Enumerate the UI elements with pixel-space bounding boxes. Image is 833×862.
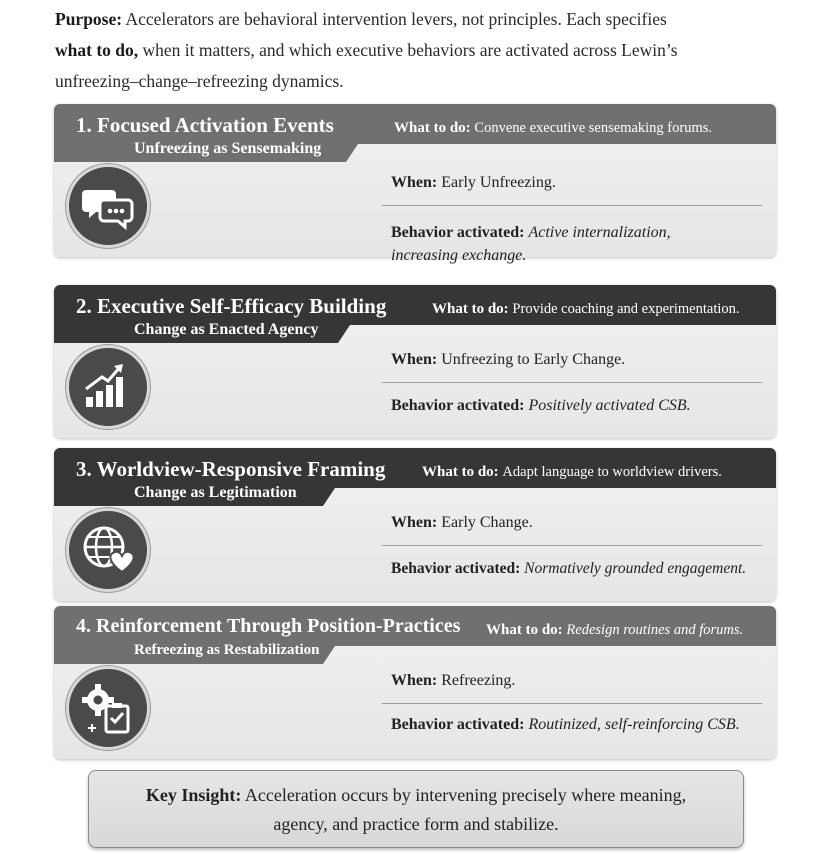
card-title: 1. Focused Activation Events: [76, 113, 334, 137]
insight-text-2: agency, and practice form and stabilize.: [273, 814, 559, 834]
card-subtitle: Change as Enacted Agency: [134, 321, 319, 338]
card-title: 2. Executive Self-Efficacy Building: [76, 294, 387, 318]
what-value: Adapt language to worldview drivers.: [502, 464, 722, 480]
when-label: When:: [391, 351, 438, 368]
globe-heart-icon: [66, 508, 150, 592]
insight-label: Key Insight:: [145, 785, 242, 805]
what-value: Provide coaching and experimentation.: [512, 301, 740, 317]
purpose-text-2: when it matters, and which executive behaviors are activated across Lewin’s: [138, 40, 678, 60]
chat-bubbles-icon: [66, 164, 150, 248]
card-title: 3. Worldview-Responsive Framing: [76, 457, 386, 481]
when-label: When:: [391, 174, 438, 191]
divider: [382, 545, 762, 546]
what-to-do: [486, 622, 743, 639]
behavior-label: Behavior activated:: [391, 224, 525, 241]
divider: [382, 382, 762, 383]
card-subtitle: Change as Legitimation: [134, 484, 297, 501]
behavior-row: [391, 397, 691, 415]
behavior-value: Active internalization, increasing exchange.: [391, 224, 671, 264]
insight-text: Acceleration occurs by intervening precisely where meaning,: [241, 785, 687, 805]
what-label: What to do:: [486, 622, 563, 638]
accelerator-card-3: [54, 448, 776, 601]
accelerator-card-2: [54, 285, 776, 438]
purpose-bold-what-to-do: what to do,: [55, 40, 139, 60]
behavior-label: Behavior activated:: [391, 716, 525, 733]
divider: [382, 703, 762, 704]
when-label: When:: [391, 514, 438, 531]
growth-chart-icon: [66, 345, 150, 429]
when-row: [391, 514, 533, 532]
what-to-do: [394, 120, 712, 137]
card-subtitle: Unfreezing as Sensemaking: [134, 140, 322, 157]
purpose-paragraph: [55, 4, 775, 97]
gear-checklist-icon: [66, 666, 150, 750]
behavior-label: Behavior activated:: [391, 560, 521, 577]
when-row: [391, 672, 515, 690]
when-value: Early Change.: [441, 514, 533, 531]
purpose-text-1: Accelerators are behavioral intervention levers, not principles. Each specifies: [122, 9, 667, 29]
key-insight-box: [88, 770, 744, 848]
behavior-value: Normatively grounded engagement.: [524, 560, 747, 577]
when-value: Unfreezing to Early Change.: [441, 351, 626, 368]
accelerator-card-4: [54, 606, 776, 759]
behavior-row: [391, 221, 731, 267]
when-value: Refreezing.: [441, 672, 516, 689]
what-value: Convene executive sensemaking forums.: [474, 120, 712, 136]
behavior-value: Positively activated CSB.: [528, 397, 691, 414]
behavior-row: [391, 560, 746, 578]
behavior-label: Behavior activated:: [391, 397, 525, 414]
divider: [382, 205, 762, 206]
behavior-row: [391, 716, 740, 734]
accelerator-card-1: [54, 104, 776, 264]
when-row: [391, 351, 625, 369]
card-subtitle: Refreezing as Restabilization: [134, 642, 320, 658]
what-label: What to do:: [432, 301, 509, 317]
card-title: 4. Reinforcement Through Position-Practices: [76, 615, 461, 637]
when-row: [391, 174, 556, 192]
what-to-do: [432, 301, 740, 318]
purpose-label: Purpose:: [55, 9, 123, 29]
what-label: What to do:: [422, 464, 499, 480]
when-label: When:: [391, 672, 438, 689]
what-value: Redesign routines and forums.: [566, 622, 744, 638]
purpose-text-3: unfreezing–change–refreezing dynamics.: [55, 71, 344, 91]
when-value: Early Unfreezing.: [441, 174, 556, 191]
what-to-do: [422, 464, 722, 481]
behavior-value: Routinized, self-reinforcing CSB.: [528, 716, 740, 733]
what-label: What to do:: [394, 120, 471, 136]
